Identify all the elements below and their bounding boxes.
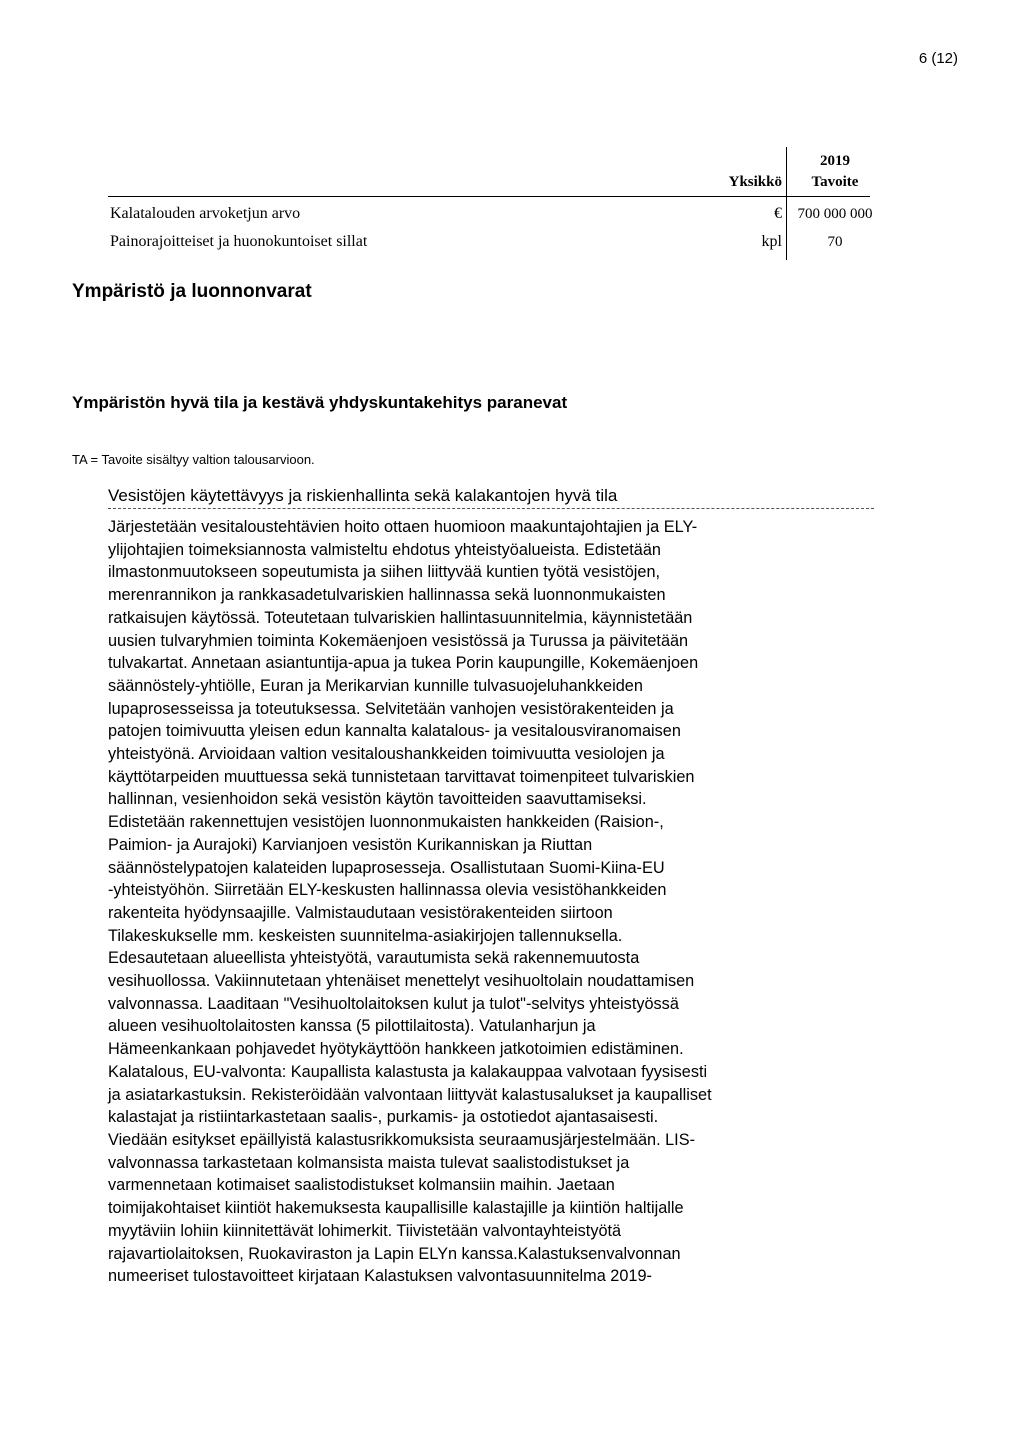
header-year: 2019 [820, 153, 850, 169]
table-row-unit: kpl [761, 233, 782, 250]
body-line: uusien tulvaryhmien toiminta Kokemäenjoen vesistössä ja Turussa ja päivitetään [108, 631, 689, 650]
body-line: Järjestetään vesitaloustehtävien hoito ottaen huomioon maakuntajohtajien ja ELY- [108, 518, 698, 536]
body-line: tulvakartat. Annetaan asiantuntija-apua ja tukea Porin kaupungille, Kokemäenjoen [108, 654, 699, 673]
body-line: Edesautetaan alueellista yhteistyötä, varautumista sekä rakennemuutosta [108, 949, 640, 968]
body-line: myytäviin lohiin kiinnitettävät lohimerkit. Tiivistetään valvontayhteistyötä [108, 1221, 622, 1240]
ta-note: TA = Tavoite sisältyy valtion talousarvioon. [72, 452, 315, 467]
column-divider [786, 147, 787, 260]
body-line: patojen toimivuutta yleisen edun kannalta kalatalous- ja vesitalousviranomaisen [108, 722, 681, 741]
body-line: ja asiatarkastuksin. Rekisteröidään valvontaan liittyvät kalastusalukset ja kaupalliset [108, 1085, 712, 1104]
body-line: ilmastonmuutokseen sopeutumista ja siihen liittyvää kuntien työtä vesistöjen, [108, 563, 661, 582]
body-line: -yhteistyöhön. Siirretään ELY-keskusten hallinnassa olevia vesistöhankkeiden [108, 881, 667, 900]
table-row-label: Kalatalouden arvoketjun arvo [110, 205, 301, 222]
body-paragraph [108, 516, 874, 1288]
body-line: valvonnassa tarkastetaan kolmansista maista tulevat saalistodistukset ja [108, 1153, 630, 1172]
body-line: käyttötarpeiden muuttuessa sekä tunnistetaan tarvittavat toimenpiteet tulvariskien [108, 767, 695, 786]
table-row-value: 700 000 000 [797, 206, 873, 222]
table-row-label: Painorajoitteiset ja huonokuntoiset sillat [110, 233, 368, 250]
subsection-heading: Vesistöjen käytettävyys ja riskienhallinta sekä kalakantojen hyvä tila [108, 486, 618, 505]
section-heading: Ympäristö ja luonnonvarat [72, 281, 312, 302]
body-line: Viedään esitykset epäillyistä kalastusrikkomuksista seuraamusjärjestelmään. LIS- [108, 1130, 695, 1149]
body-line: yhteistyönä. Arvioidaan valtion vesitaloushankkeiden toimivuutta vesiolojen ja [108, 745, 665, 764]
body-line: numeeriset tulostavoitteet kirjataan Kalastuksen valvontasuunnitelma 2019- [108, 1267, 652, 1286]
body-line: varmennetaan kotimaiset saalistodistukset kolmansiin maihin. Jaetaan [108, 1176, 615, 1195]
body-line: lupaprosesseissa ja toteutuksessa. Selvitetään vanhojen vesistörakenteiden ja [108, 699, 674, 718]
body-line: ratkaisujen käytössä. Toteutetaan tulvariskien hallintasuunnitelmia, käynnistetään [108, 608, 693, 627]
body-line: ylijohtajien toimeksiannosta valmisteltu ehdotus yhteistyöalueista. Edistetään [108, 540, 661, 559]
body-line: Hämeenkankaan pohjavedet hyötykäyttöön hankkeen jatkotoimien edistäminen. [108, 1040, 684, 1059]
body-line: rakenteita hyödynsaajille. Valmistaudutaan vesistörakenteiden siirtoon [108, 903, 613, 922]
body-line: merenrannikon ja rankkasadetulvariskien hallinnassa sekä luonnonmukaisten [108, 586, 666, 605]
table-row-value: 70 [827, 234, 843, 250]
body-line: Paimion- ja Aurajoki) Karvianjoen vesistön Kurikanniskan ja Riuttan [108, 835, 593, 854]
page-number: 6 (12) [918, 50, 958, 67]
header-target: Tavoite [811, 174, 859, 190]
subsection-rule [108, 508, 874, 510]
table-row-unit: € [774, 205, 782, 222]
body-line: valvonnassa. Laaditaan "Vesihuoltolaitoksen kulut ja tulot"-selvitys yhteistyössä [108, 994, 679, 1013]
body-line: vesihuollossa. Vakiinnutetaan yhtenäiset menettelyt vesihuoltolain noudattamisen [108, 972, 695, 991]
body-line: säännöstelypatojen kalateiden lupaprosesseja. Osallistutaan Suomi-Kiina-EU [108, 858, 665, 877]
body-line: Edistetään rakennettujen vesistöjen luonnonmukaisten hankkeiden (Raision-, [108, 813, 664, 832]
goal-heading: Ympäristön hyvä tila ja kestävä yhdyskuntakehitys paranevat [72, 393, 568, 412]
body-line: kalastajat ja ristiintarkastetaan saalis-, purkamis- ja ostotiedot ajantasaisesti. [108, 1108, 659, 1127]
body-line: Kalatalous, EU-valvonta: Kaupallista kalastusta ja kalakauppaa valvotaan fyysisesti [108, 1062, 708, 1081]
header-unit: Yksikkö [728, 174, 782, 190]
body-line: toimijakohtaiset kiintiöt hakemuksesta kaupallisille kalastajille ja kiintiön haltijalle [108, 1199, 684, 1218]
body-line: alueen vesihuoltolaitosten kanssa (5 pilottilaitosta). Vatulanharjun ja [108, 1017, 596, 1036]
header-rule [108, 196, 870, 197]
body-line: hallinnan, vesienhoidon sekä vesistön käytön tavoitteiden saavuttamiseksi. [108, 790, 647, 809]
body-line: Tilakeskukselle mm. keskeisten suunnitelma-asiakirjojen tallennuksella. [108, 926, 623, 945]
body-line: säännöstely-yhtiölle, Euran ja Merikarvian kunnille tulvasuojeluhankkeiden [108, 676, 643, 695]
body-line: rajavartiolaitoksen, Ruokaviraston ja Lapin ELYn kanssa.Kalastuksenvalvonnan [108, 1244, 681, 1263]
